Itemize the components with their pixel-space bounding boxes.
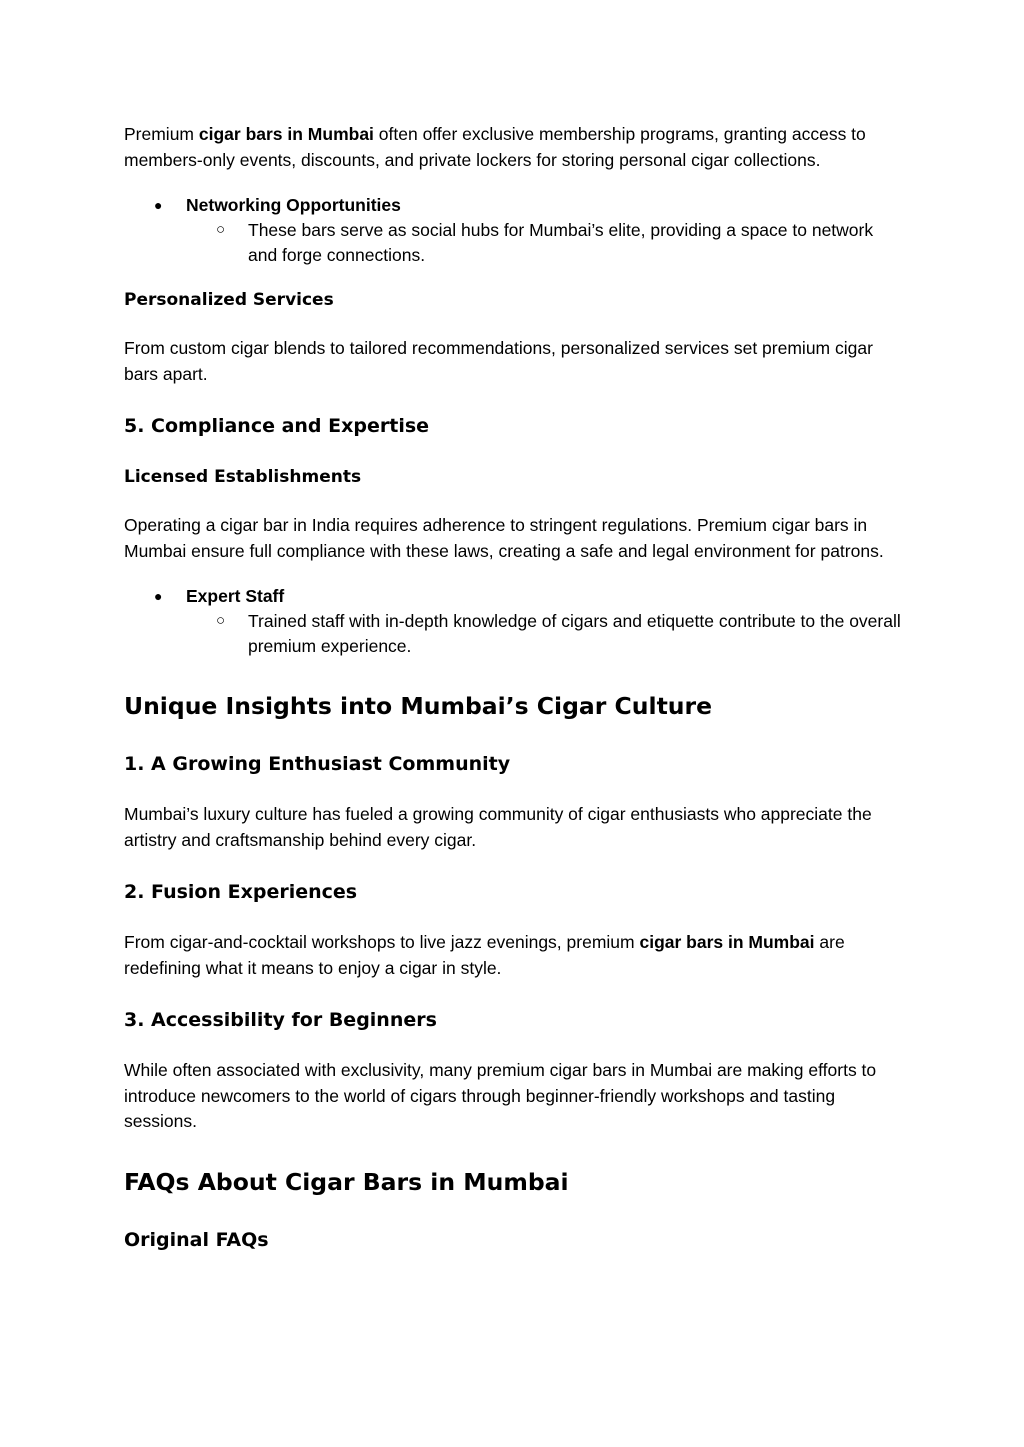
personalized-paragraph: From custom cigar blends to tailored recommendations, personalized services set premium cigar bars apart. bbox=[124, 338, 873, 384]
community-heading: 1. A Growing Enthusiast Community bbox=[124, 753, 511, 775]
expert-title: Expert Staff bbox=[186, 586, 285, 606]
sub-bullet-marker: ○ bbox=[216, 612, 226, 629]
intro-text-start: Premium bbox=[124, 124, 199, 144]
fusion-paragraph bbox=[124, 930, 904, 981]
intro-text-end: often offer exclusive membership programs, granting access to members-only events, discounts, and private lockers for storing personal cigar collections. bbox=[124, 124, 866, 170]
community-paragraph: Mumbai’s luxury culture has fueled a growing community of cigar enthusiasts who appreciate the artistry and craftsmanship behind every cigar. bbox=[124, 804, 872, 850]
fusion-text-start: From cigar-and-cocktail workshops to live jazz evenings, premium bbox=[124, 932, 640, 952]
networking-sub-item bbox=[124, 218, 904, 268]
expert-bullet-item bbox=[124, 584, 904, 609]
expert-text: Trained staff with in-depth knowledge of cigars and etiquette contribute to the overall premium experience. bbox=[248, 611, 901, 656]
networking-title: Networking Opportunities bbox=[186, 195, 401, 215]
networking-bullet-item bbox=[124, 193, 904, 218]
original-faqs-heading: Original FAQs bbox=[124, 1228, 269, 1251]
beginners-heading: 3. Accessibility for Beginners bbox=[124, 1009, 437, 1031]
licensed-heading: Licensed Establishments bbox=[124, 467, 362, 487]
fusion-bold-keyword: cigar bars in Mumbai bbox=[639, 932, 815, 952]
licensed-paragraph: Operating a cigar bar in India requires adherence to stringent regulations. Premium cigar bars in Mumbai ensure full compliance with these laws, creating a safe and legal environment for patrons. bbox=[124, 515, 884, 561]
fusion-heading: 2. Fusion Experiences bbox=[124, 881, 358, 903]
fusion-text-end: are redefining what it means to enjoy a cigar in style. bbox=[124, 932, 845, 978]
bullet-marker: ● bbox=[154, 588, 163, 604]
networking-text: These bars serve as social hubs for Mumbai’s elite, providing a space to network and forge connections. bbox=[248, 220, 874, 265]
beginners-paragraph: While often associated with exclusivity, many premium cigar bars in Mumbai are making efforts to introduce newcomers to the world of cigars through beginner-friendly workshops and tasting sessions. bbox=[124, 1060, 877, 1131]
expert-sub-item bbox=[124, 609, 904, 659]
bullet-marker: ● bbox=[154, 197, 163, 213]
compliance-heading: 5. Compliance and Expertise bbox=[124, 415, 430, 437]
insights-heading: Unique Insights into Mumbai’s Cigar Culture bbox=[124, 692, 713, 720]
personalized-heading: Personalized Services bbox=[124, 290, 334, 310]
intro-paragraph bbox=[124, 122, 904, 173]
faqs-heading: FAQs About Cigar Bars in Mumbai bbox=[124, 1167, 569, 1196]
document-page bbox=[124, 122, 904, 1253]
sub-bullet-marker: ○ bbox=[216, 221, 226, 238]
intro-bold-keyword: cigar bars in Mumbai bbox=[198, 124, 374, 144]
